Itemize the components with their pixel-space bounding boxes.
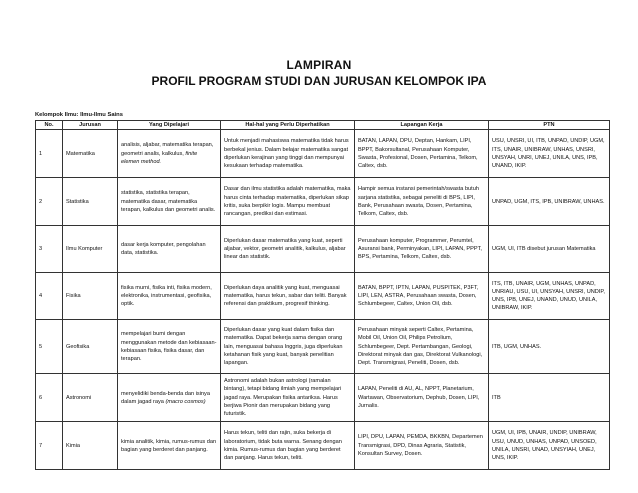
cell-dipelajari: kimia analitik, kimia, rumus-rumus dan bagian yang berderet dan panjang.	[118, 422, 221, 470]
cell-dipelajari: mempelajari bumi dengan menggunakan metode dan kebiasaan-kebiasaan fisika, fisika dasar, dan terapan.	[118, 320, 221, 374]
column-header-perhatian: Hal-hal yang Perlu Diperhatikan	[221, 121, 355, 130]
cell-lapangan: Perusahaan minyak seperti Caltex, Pertamina, Mobil Oil, Union Oil, Philips Petrolium, Schlumbegeer, Dept. Pertambangan, Geologi, Direktorat minyak dan gas, Direktorat Vulkanologi, Dept. Transmigrasi, Peneliti, Dosen, dsb.	[355, 320, 489, 374]
cell-jurusan: Astronomi	[63, 374, 118, 422]
table-row	[36, 178, 610, 226]
cell-no: 3	[36, 226, 63, 273]
cell-perhatian: Harus tekun, teliti dan rajin, suka bekerja di laboratorium, tidak buta warna. Senang dengan kimia. Rumus-rumus dan bagian yang berderet dan panjang. Harus tekun, teliti.	[221, 422, 355, 470]
table-row	[36, 130, 610, 178]
cell-lapangan: Perusahaan komputer, Programmer, Perumtel, Asuransi bank, Perminyakan, LIPI, LAPAN, PPPT, BPS, Pertamina, Telkom, Caltex, dsb.	[355, 226, 489, 273]
cell-ptn: ITB, UGM, UNHAS.	[489, 320, 610, 374]
cell-no: 5	[36, 320, 63, 374]
cell-text: analisis, aljabar, matematika terapan, geometri analis, kalkulus,	[121, 142, 214, 157]
cell-lapangan: Hampir semua instansi pemerintah/swasta butuh sarjana statistika, sebagai peneliti di BPS, LIPI, Bank, Perusahaan swasta, Dosen, Pertamina, Telkom, Caltex, dsb.	[355, 178, 489, 226]
table-row	[36, 226, 610, 273]
cell-no: 1	[36, 130, 63, 178]
column-header-dipelajari: Yang Dipelajari	[118, 121, 221, 130]
cell-perhatian: Diperlukan dasar yang kuat dalam fisika dan matematika. Dapat bekerja sama dengan orang lain, menguasai bahasa Inggris, juga diperlukan ketahanan fisik yang kuat, banyak penelitian lapangan.	[221, 320, 355, 374]
cell-jurusan: Ilmu Komputer	[63, 226, 118, 273]
cell-dipelajari	[118, 130, 221, 178]
cell-dipelajari: statistika, statistika terapan, matematika dasar, matematika terapan, kalkulus dan geometri analis.	[118, 178, 221, 226]
cell-ptn: UGM, UI, ITB disebut jurusan Matematika	[489, 226, 610, 273]
cell-ptn: UNPAD, UGM, ITS, IPB, UNIBRAW, UNHAS.	[489, 178, 610, 226]
table-row	[36, 273, 610, 320]
cell-jurusan: Geofisika	[63, 320, 118, 374]
cell-lapangan: BATAN, BPPT, IPTN, LAPAN, PUSPITEK, P3FT, LIPI, LEN, ASTRA, Perusahaan swasta, Dosen, Schlumbegeer, Caltex, Union Oil, dsb.	[355, 273, 489, 320]
cell-perhatian: Untuk menjadi mahasiswa matematika tidak harus berbekal jenius. Dalam belajar matematika sangat diperlukan kerajinan yang tinggi dan mempunyai kesukaan terhadap matematika.	[221, 130, 355, 178]
cell-lapangan: LIPI, DPU, LAPAN, PEMDA, BKKBN, Departemen Transmigrasi, DPD, Dinas Agraria, Statistik, Konsultan Survey, Dosen.	[355, 422, 489, 470]
cell-no: 7	[36, 422, 63, 470]
column-header-jurusan: Jurusan	[63, 121, 118, 130]
cell-ptn: UGM, UI, IPB, UNAIR, UNDIP, UNIBRAW, USU, UNUD, UNHAS, UNPAD, UNSOED, UNILA, UNSRI, UNAD, UNSYIAH, UNEJ, UNS, IKIP.	[489, 422, 610, 470]
cell-ptn: ITS, ITB, UNAIR, UGM, UNHAS, UNPAD, UNRIAU, USU, UI, UNSYAH, UNSRI, UNDIP, UNS, IPB, UNEJ, UNAND, UNUD, UNILA, UNIBRAW, IKIP.	[489, 273, 610, 320]
table-header-row	[36, 121, 610, 130]
cell-jurusan: Matematika	[63, 130, 118, 178]
cell-ptn: ITB	[489, 374, 610, 422]
cell-perhatian: Dasar dan ilmu statistika adalah matematika, maka harus cinta terhadap matematika, diperlukan sikap kritis, suka berpikir logis. Mampu membuat rancangan, prediksi dan estimasi.	[221, 178, 355, 226]
cell-ptn: USU, UNSRI, UI, ITB, UNPAD, UNDIP, UGM, ITS, UNAIR, UNIBRAW, UNHAS, UNSRI, UNSYAH, UNRI, UNEJ, UNILA, UNS, IPB, UNAND, IKIP.	[489, 130, 610, 178]
cell-perhatian: Diperlukan dasar matematika yang kuat, seperti aljabar, vektor, geometri analitik, kalkulus, aljabar linear dan statistik.	[221, 226, 355, 273]
column-header-no: No.	[36, 121, 63, 130]
column-header-ptn: PTN	[489, 121, 610, 130]
column-header-lapangan: Lapangan Kerja	[355, 121, 489, 130]
group-label: Kelompok Ilmu: Ilmu-Ilmu Sains	[35, 112, 123, 118]
table-row	[36, 374, 610, 422]
cell-jurusan: Fisika	[63, 273, 118, 320]
cell-text-italic: finite elemen method.	[121, 150, 198, 165]
cell-dipelajari	[118, 374, 221, 422]
page-title: LAMPIRAN	[286, 58, 352, 72]
page-subtitle: PROFIL PROGRAM STUDI DAN JURUSAN KELOMPOK IPA	[151, 74, 487, 88]
cell-text: menyelidiki benda-benda dan isinya dalam jagad raya	[121, 390, 210, 405]
cell-dipelajari: dasar kerja komputer, pengolahan data, statistika.	[118, 226, 221, 273]
cell-dipelajari: fisika murni, fisika inti, fisika modern, elektronika, instrumentasi, geofisika, optik.	[118, 273, 221, 320]
cell-perhatian: Diperlukan daya analitik yang kuat, menguasai matematika, harus tekun, sabar dan teliti. Banyak referensi dan praktikum, progresif thinking.	[221, 273, 355, 320]
cell-lapangan: BATAN, LAPAN, DPU, Deptan, Hankam, LIPI, BPPT, Bakorsultanal, Perusahaan Komputer, Swasta, Profesional, Dosen, Pertamina, Telkom, Caltex, dsb.	[355, 130, 489, 178]
table-row	[36, 320, 610, 374]
cell-jurusan: Statistika	[63, 178, 118, 226]
cell-jurusan: Kimia	[63, 422, 118, 470]
cell-perhatian: Astronomi adalah bukan astrologi (ramalan bintang), tetapi bidang ilmiah yang mempelajari jagad raya. Merupakan fisika antariksa. Harus berjiwa Pionir dan merupakan bidang yang futuristik.	[221, 374, 355, 422]
cell-no: 4	[36, 273, 63, 320]
cell-text-italic: (macro cosmos)	[165, 398, 206, 405]
cell-no: 2	[36, 178, 63, 226]
profile-table	[35, 120, 610, 470]
table-row	[36, 422, 610, 470]
cell-no: 6	[36, 374, 63, 422]
cell-lapangan: LAPAN, Peneliti di AU, AL, NPPT, Planetarium, Wartawan, Observatorium, Dephub, Dosen, LIPI, Jurnalis.	[355, 374, 489, 422]
